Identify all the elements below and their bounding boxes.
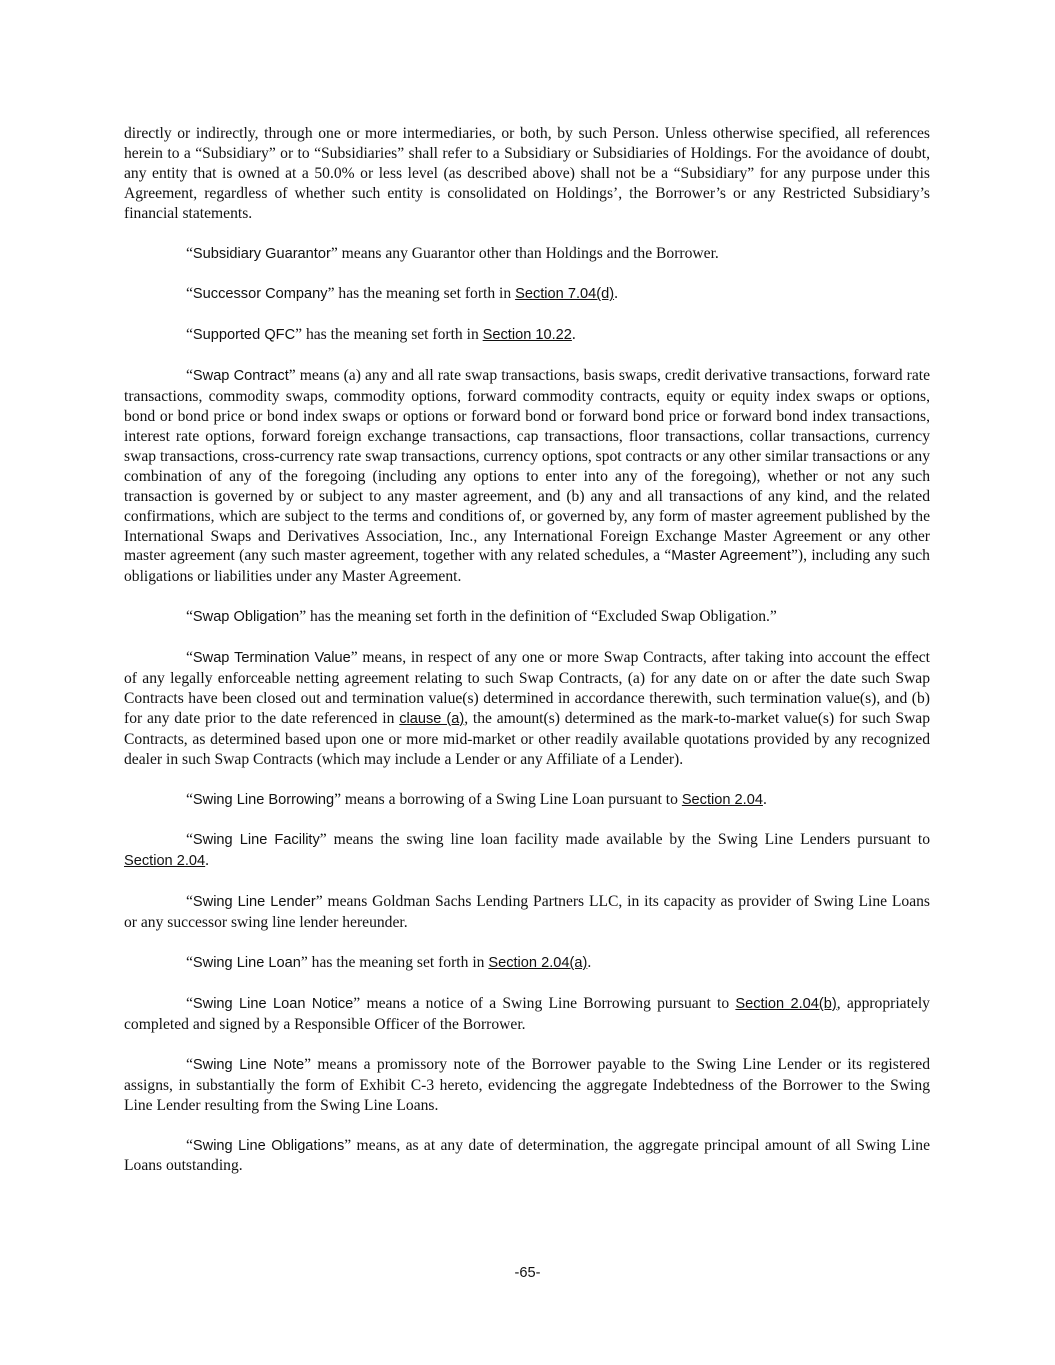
defined-term: Swing Line Facility xyxy=(192,832,320,849)
defined-term: Swing Line Borrowing xyxy=(192,791,335,808)
defined-term: Subsidiary Guarantor xyxy=(192,245,331,262)
defined-term: Swing Line Lender xyxy=(192,894,316,911)
definition-swing-line-borrowing: “Swing Line Borrowing” means a borrowing of a Swing Line Loan pursuant to Section 2.04. xyxy=(186,790,767,808)
document-page xyxy=(124,124,930,1196)
intro-paragraph xyxy=(124,124,930,224)
cross-reference-link[interactable]: Section 2.04(a) xyxy=(488,955,588,972)
cross-reference-link[interactable]: Section 2.04(b) xyxy=(735,996,837,1012)
defined-term: Master Agreement xyxy=(671,548,791,565)
definition-swing-line-facility: “Swing Line Facility” means the swing line loan facility made available by the Swing Line Lenders pursuant to Section 2.04. xyxy=(124,831,930,870)
definition-successor-company: “Successor Company” has the meaning set forth in Section 7.04(d). xyxy=(186,285,618,303)
defined-term: Supported QFC xyxy=(192,327,296,344)
definition-swap-contract: “Swap Contract” means (a) any and all rate swap transactions, basis swaps, credit derivative transactions, forward rate transactions, commodity swaps, commodity options, forward commodity contracts, equity or equity index swaps or options, bond or bond price or bond index swaps or options or forward bond or forward bond price or forward bond index transactions, interest rate options, forward foreign exchange transactions, cap transactions, floor transactions, collar transactions, currency swap transactions, cross-currency rate swap transactions, currency options, spot contracts or any other similar transactions or any combination of any of the foregoing (including any options to enter into any of the foregoing), whether or not any such transaction is governed by or subject to any master agreement, and (b) any and all transactions of any kind, and the related confirmations, which are subject to the terms and conditions of, or governed by, any form of master agreement published by the International Swaps and Derivatives Association, Inc., any International Foreign Exchange Master Agreement or any other master agreement (any such master agreement, together with any related schedules, a “Master Agreement”), including any such obligations or liabilities under any Master Agreement. xyxy=(124,367,930,586)
definition-swing-line-obligations: “Swing Line Obligations” means, as at any date of determination, the aggregate principal amount of all Swing Line Loans outstanding. xyxy=(124,1136,931,1175)
definition-swing-line-loan-notice: “Swing Line Loan Notice” means a notice of a Swing Line Borrowing pursuant to Section 2.04(b), appropriately completed and signed by a Responsible Officer of the Borrower. xyxy=(124,995,930,1033)
definition-swing-line-loan: “Swing Line Loan” has the meaning set forth in Section 2.04(a). xyxy=(186,954,592,972)
definition-swing-line-lender: “Swing Line Lender” means Goldman Sachs Lending Partners LLC, in its capacity as provider of Swing Line Loans or any successor swing line lender hereunder. xyxy=(124,893,931,932)
intro-text: directly or indirectly, through one or more intermediaries, or both, by such Person. Unless otherwise specified, all references herein to a “Subsidiary” or to “Subsidiaries” shall refer to a Subsidiary or Subsidiaries of Holdings. For the avoidance of doubt, any entity that is owned at a 50.0% or less level (as described above) shall not be a “Subsidiary” for any purpose under this Agreement, regardless of whether such entity is consolidated on Holdings’, the Borrower’s or any Restricted Subsidiary’s financial statements. xyxy=(124,125,930,222)
definition-swap-obligation: “Swap Obligation” has the meaning set forth in the definition of “Excluded Swap Obligation.” xyxy=(186,608,777,626)
defined-term: Swing Line Loan xyxy=(192,955,301,972)
definition-supported-qfc: “Supported QFC” has the meaning set forth in Section 10.22. xyxy=(186,326,576,344)
defined-term: Swap Termination Value xyxy=(192,650,351,667)
defined-term: Swing Line Note xyxy=(192,1056,305,1073)
page-number: -65- xyxy=(514,1265,541,1281)
cross-reference-link[interactable]: clause (a) xyxy=(399,710,465,727)
defined-term: Successor Company xyxy=(192,286,328,303)
cross-reference-link[interactable]: Section 7.04(d) xyxy=(515,286,615,303)
definition-swing-line-note: “Swing Line Note” means a promissory note of the Borrower payable to the Swing Line Lender or its registered assigns, in substantially the form of Exhibit C-3 hereto, evidencing the aggregate Indebtedness of the Borrower to the Swing Line Lender resulting from the Swing Line Loans. xyxy=(124,1055,930,1114)
defined-term: Swing Line Loan Notice xyxy=(192,996,354,1012)
defined-term: Swap Obligation xyxy=(192,609,300,626)
defined-term: Swap Contract xyxy=(192,368,289,385)
definition-swap-termination-value: “Swap Termination Value” means, in respect of any one or more Swap Contracts, after taking into account the effect of any legally enforceable netting agreement relating to such Swap Contracts, (a) for any date on or after the date such Swap Contracts have been closed out and termination value(s) determined in accordance therewith, such termination value(s), and (b) for any date prior to the date referenced in clause (a), the amount(s) determined as the mark-to-market value(s) for such Swap Contracts, as determined based upon one or more mid-market or other readily available quotations provided by any recognized dealer in such Swap Contracts (which may include a Lender or any Affiliate of a Lender). xyxy=(124,649,931,768)
definition-subsidiary-guarantor: “Subsidiary Guarantor” means any Guarantor other than Holdings and the Borrower. xyxy=(186,244,719,262)
defined-term: Swing Line Obligations xyxy=(192,1137,345,1154)
cross-reference-link[interactable]: Section 10.22 xyxy=(482,327,572,344)
cross-reference-link[interactable]: Section 2.04 xyxy=(681,791,763,808)
cross-reference-link[interactable]: Section 2.04 xyxy=(124,853,206,870)
